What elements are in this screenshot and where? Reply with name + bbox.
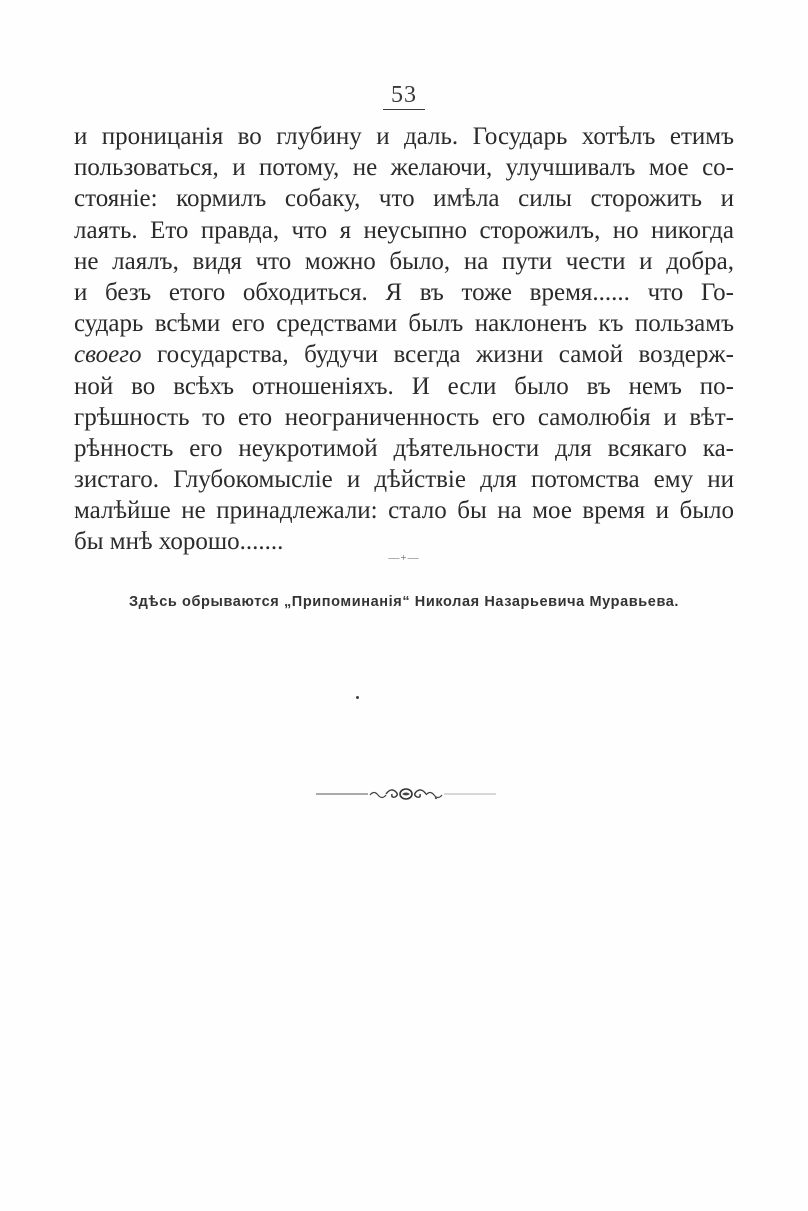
text-line-1: и проницанія во глубину и даль. Государь хотѣлъ етимъ xyxy=(74,123,734,150)
text-line-5: не лаялъ, видя что можно было, на пути чести и добра, xyxy=(74,247,734,275)
page-number-value: 53 xyxy=(383,82,425,110)
text-line-14: бы мнѣ хорошо....... xyxy=(74,528,284,556)
tailpiece-ornament-icon xyxy=(316,783,496,805)
closing-note: Здѣсь обрываются „Припоминанія“ Николая Назарьевича Муравьева. xyxy=(128,594,680,610)
text-line-9: ной во всѣхъ отношеніяхъ. И если было въ немъ по- xyxy=(74,372,734,400)
text-line-8-rest: государства, будучи всегда жизни самой воздерж- xyxy=(141,341,734,369)
text-line-8 xyxy=(74,339,734,370)
italic-word: своего xyxy=(74,341,142,369)
text-line-6: и безъ етого обходиться. Я въ тоже время...... что Го- xyxy=(74,278,734,306)
text-line-3: стояніе: кормилъ собаку, что имѣла силы сторожить и xyxy=(74,185,734,213)
small-divider-ornament: —+— xyxy=(388,552,420,564)
text-line-2: пользоваться, и потому, не желаючи, улучшивалъ мое со- xyxy=(74,154,734,182)
text-line-4: лаять. Ето правда, что я неусыпно сторожилъ, но никогда xyxy=(74,216,734,244)
text-line-12: зистаго. Глубокомысліе и дѣйствіе для потомства ему ни xyxy=(74,466,734,494)
page-number xyxy=(0,82,808,110)
text-line-11: рѣнность его неукротимой дѣятельности для всякаго ка- xyxy=(74,434,734,462)
text-line-10: грѣшность то ето неограниченность его самолюбія и вѣт- xyxy=(74,403,734,431)
body-text xyxy=(74,121,734,558)
text-line-13: малѣйше не принадлежали: стало бы на мое время и было xyxy=(74,497,734,525)
ink-speck xyxy=(356,696,359,699)
text-line-7: сударь всѣми его средствами былъ наклоненъ къ пользамъ xyxy=(74,310,734,338)
